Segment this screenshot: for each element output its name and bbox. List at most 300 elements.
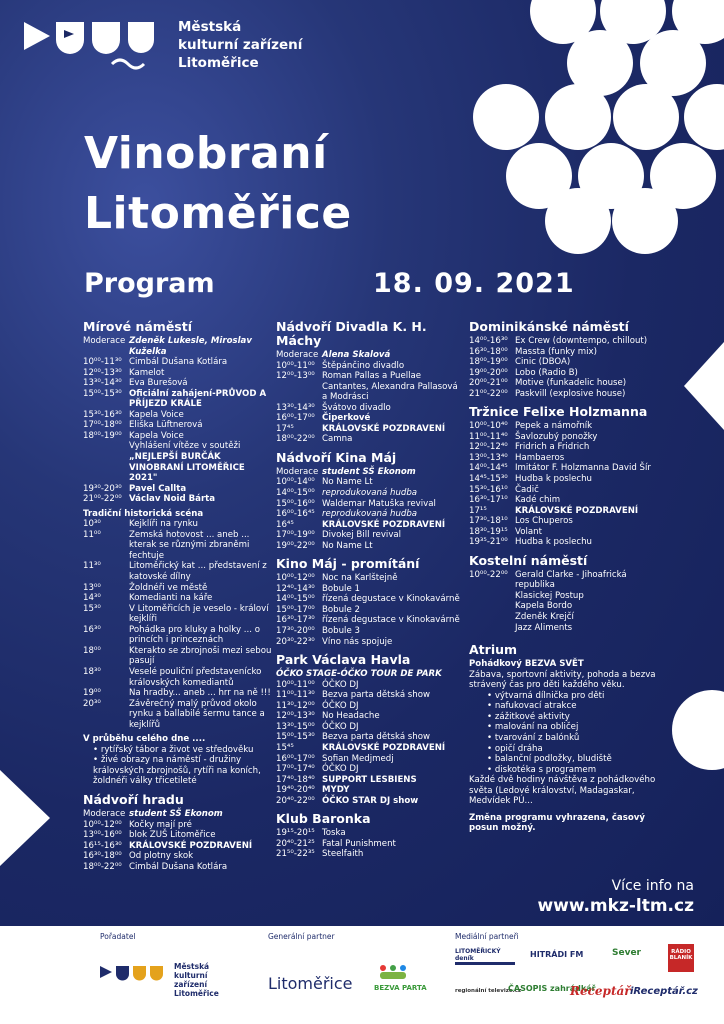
time-cell: 15⁰⁰-17⁰⁰ bbox=[276, 604, 315, 615]
act-cell: Zdeněk Krejčí bbox=[515, 612, 574, 623]
list-during-day bbox=[83, 745, 273, 787]
schedule-mirove bbox=[83, 336, 273, 505]
section-title-divadlo: Nádvoří Divadla K. H. Máchy bbox=[276, 319, 427, 348]
time-cell: 15³⁰ bbox=[83, 603, 101, 614]
time-cell: 14⁰⁰-16³⁰ bbox=[469, 336, 508, 346]
schedule-row bbox=[83, 484, 273, 495]
time-cell: 15⁰⁰-15³⁰ bbox=[276, 732, 315, 743]
sponsor-hitradio: HITRÁDI FM bbox=[530, 950, 584, 959]
schedule-row bbox=[276, 775, 460, 786]
sponsor-sever: Sever bbox=[612, 948, 641, 958]
schedule-row bbox=[276, 403, 460, 414]
schedule-havel bbox=[276, 680, 460, 807]
act-cell: Bobule 2 bbox=[322, 604, 360, 615]
act-cell: Závěrečný malý průvod okolo rynku a ballabilé šermu tance a kejklířů bbox=[129, 698, 265, 730]
schedule-row bbox=[276, 626, 460, 637]
time-cell: 20⁰⁰-21⁰⁰ bbox=[469, 378, 508, 389]
time-cell: 15⁰⁰-15³⁰ bbox=[83, 388, 122, 399]
grape-circle bbox=[613, 84, 679, 150]
schedule-row bbox=[469, 463, 665, 474]
schedule-row bbox=[83, 378, 273, 389]
schedule-row bbox=[276, 615, 460, 626]
act-cell: Veselé pouliční představenícko královských komediantů bbox=[129, 666, 262, 688]
list-item: • živé obrazy na náměstí - družiny královských zbrojnošů, rytíři na koních, žoldnéři války třicetileté bbox=[83, 755, 273, 787]
act-cell: KRÁLOVSKÉ POZDRAVENÍ bbox=[322, 742, 446, 753]
time-cell: 10⁰⁰-11⁰⁰ bbox=[276, 360, 315, 371]
time-cell: 13³⁰-15⁰⁰ bbox=[276, 721, 315, 732]
time-cell: 18⁰⁰-22⁰⁰ bbox=[276, 434, 315, 445]
act-cell: Cimbál Dušana Kotlára bbox=[129, 357, 228, 368]
label-media-partners: Mediální partneři bbox=[455, 932, 519, 941]
act-cell: student SŠ Ekonom bbox=[129, 808, 223, 819]
atrium-subtitle: Pohádkový BEZVA SVĚT bbox=[469, 659, 584, 670]
time-cell: 13⁰⁰ bbox=[83, 582, 101, 593]
time-cell: 11⁰⁰ bbox=[83, 529, 101, 540]
schedule-row bbox=[469, 336, 665, 347]
schedule-row bbox=[469, 612, 665, 623]
time-cell: 19¹⁵-20¹⁵ bbox=[276, 828, 315, 839]
list-item: • diskotéka s programem bbox=[469, 765, 665, 776]
act-cell: SUPPORT LESBIENS bbox=[322, 774, 417, 785]
time-cell: 17¹⁵ bbox=[469, 505, 487, 516]
time-cell: 19⁰⁰-20⁰⁰ bbox=[469, 367, 508, 378]
time-cell: 19⁰⁰ bbox=[83, 688, 101, 699]
schedule-row bbox=[276, 413, 460, 424]
time-cell: 16⁰⁰-16⁴⁵ bbox=[276, 509, 315, 520]
mkz-logo-small-icon bbox=[98, 962, 172, 990]
act-cell: Pepek a námořník bbox=[515, 421, 593, 432]
time-cell: 17³⁰-20⁰⁰ bbox=[276, 626, 315, 637]
act-cell: Kterakto se zbrojnoši mezi sebou pasují bbox=[129, 645, 272, 667]
time-cell: Moderace bbox=[276, 466, 319, 477]
time-cell: 20³⁰ bbox=[83, 698, 101, 709]
time-cell: 10⁰⁰-11⁰⁰ bbox=[276, 679, 315, 690]
time-cell: 16¹⁵-16³⁰ bbox=[83, 840, 122, 851]
act-cell: ÓČKO DJ bbox=[322, 721, 359, 732]
schedule-row bbox=[276, 584, 460, 595]
time-cell: 11⁰⁰-11⁴⁰ bbox=[469, 431, 508, 442]
event-date: 18. 09. 2021 bbox=[373, 268, 575, 299]
schedule-row bbox=[276, 477, 460, 488]
time-cell: 17⁴⁵ bbox=[276, 423, 294, 434]
sponsor-receptar: Receptář bbox=[570, 984, 631, 998]
program-heading: Program bbox=[84, 268, 215, 299]
decor-half-circle-right bbox=[672, 690, 724, 770]
org-line-2: kulturní zařízení bbox=[178, 37, 303, 53]
act-cell: Sofian Medjmedj bbox=[322, 753, 394, 764]
schedule-row bbox=[469, 421, 665, 432]
act-cell: Kapela Bordo bbox=[515, 601, 573, 612]
time-cell: 12⁴⁰-14³⁰ bbox=[276, 583, 315, 594]
act-cell: Kočky mají pré bbox=[129, 819, 192, 830]
time-cell: 14³⁰ bbox=[83, 593, 101, 604]
act-cell: Kadé chim bbox=[515, 495, 561, 506]
act-cell: ÓČKO DJ bbox=[322, 700, 359, 711]
schedule-row bbox=[469, 506, 665, 517]
schedule-row bbox=[83, 625, 273, 646]
act-cell: Divokej Bill revival bbox=[322, 530, 402, 541]
schedule-row bbox=[276, 424, 460, 435]
schedule-row bbox=[276, 488, 460, 499]
schedule-row bbox=[83, 452, 273, 484]
act-cell: „NEJLEPŠÍ BURČÁK VINOBRANÍ LITOMĚŘICE 2021" bbox=[129, 452, 245, 484]
schedule-row bbox=[276, 701, 460, 712]
grape-circle bbox=[473, 84, 539, 150]
time-cell: 16³⁰ bbox=[83, 624, 101, 635]
mkz-logo-icon bbox=[20, 14, 170, 76]
schedule-row bbox=[276, 839, 460, 850]
schedule-row bbox=[83, 820, 273, 831]
list-item: • malování na obličej bbox=[469, 722, 665, 733]
act-cell: KRÁLOVSKÉ POZDRAVENÍ bbox=[129, 840, 253, 851]
act-cell: KRÁLOVSKÉ POZDRAVENÍ bbox=[322, 423, 446, 434]
schedule-trznice bbox=[469, 421, 665, 548]
act-cell: Štěpánčino divadlo bbox=[322, 360, 405, 371]
schedule-row bbox=[469, 474, 665, 485]
section-title-during-day: V průběhu celého dne .... bbox=[83, 734, 206, 745]
act-cell: Oficiální zahájení-PRŮVOD A PŘÍJEZD KRÁLE bbox=[129, 388, 267, 410]
act-cell: Alena Skalová bbox=[322, 350, 391, 360]
time-cell: 13⁰⁰-13⁴⁰ bbox=[469, 452, 508, 463]
schedule-row bbox=[276, 573, 460, 584]
act-cell: No Headache bbox=[322, 711, 380, 722]
time-cell: Moderace bbox=[83, 336, 126, 346]
time-cell: 14⁰⁰-14⁴⁵ bbox=[469, 463, 508, 474]
time-cell: 12⁰⁰-13³⁰ bbox=[276, 711, 315, 722]
bezva-parta-icon bbox=[378, 964, 408, 980]
sponsors-bar bbox=[0, 926, 724, 1024]
atrium-intro: Zábava, sportovní aktivity, pohoda a bezva strávený čas pro děti každého věku. bbox=[469, 669, 656, 691]
column-2 bbox=[276, 320, 460, 860]
act-cell: řízená degustace v Kinokavárně bbox=[322, 594, 460, 605]
act-cell: Čiperkové bbox=[322, 413, 371, 424]
sponsor-zahradkar: ČASOPIS zahrádkář bbox=[508, 984, 596, 993]
section-title-kostelni: Kostelní náměstí bbox=[469, 552, 588, 568]
schedule-row bbox=[469, 378, 665, 389]
schedule-row bbox=[276, 828, 460, 839]
section-title-tradicni: Tradiční historická scéna bbox=[83, 508, 204, 519]
schedule-row bbox=[469, 623, 665, 634]
act-cell: Camna bbox=[322, 434, 353, 445]
schedule-divadlo bbox=[276, 350, 460, 445]
time-cell: 16⁰⁰-17⁰⁰ bbox=[276, 413, 315, 424]
website-link[interactable]: www.mkz-ltm.cz bbox=[537, 896, 694, 916]
time-cell: 21⁰⁰-22⁰⁰ bbox=[83, 494, 122, 505]
schedule-row bbox=[276, 499, 460, 510]
act-cell: Ex Crew (downtempo, chillout) bbox=[515, 336, 648, 346]
schedule-row bbox=[469, 453, 665, 464]
section-title-dominikanske: Dominikánské náměstí bbox=[469, 319, 629, 334]
schedule-row bbox=[83, 699, 273, 731]
time-cell: 10⁰⁰-12⁰⁰ bbox=[83, 819, 122, 830]
time-cell: 13⁰⁰-16⁰⁰ bbox=[83, 830, 122, 841]
time-cell: 17⁰⁰-18⁰⁰ bbox=[83, 420, 122, 431]
act-cell: Od plotny skok bbox=[129, 851, 194, 862]
time-cell: 19³⁵-21⁰⁰ bbox=[469, 537, 508, 548]
act-cell: Víno nás spojuje bbox=[322, 636, 393, 647]
time-cell: 15³⁰-16¹⁰ bbox=[469, 484, 508, 495]
schedule-row bbox=[469, 442, 665, 453]
time-cell bbox=[469, 601, 515, 612]
schedule-row bbox=[276, 754, 460, 765]
act-cell: Bezva parta dětská show bbox=[322, 732, 431, 743]
schedule-row bbox=[83, 841, 273, 852]
act-cell: Čadič bbox=[515, 484, 539, 495]
act-cell: Šavlozubý ponožky bbox=[515, 431, 598, 442]
act-cell: Litoměřický kat ... představení z katovské dílny bbox=[129, 561, 267, 583]
schedule-row bbox=[83, 862, 273, 873]
page-title bbox=[84, 124, 352, 244]
schedule-row bbox=[83, 431, 273, 442]
act-cell: Žoldnéři ve městě bbox=[129, 582, 208, 593]
schedule-hrad bbox=[83, 809, 273, 872]
time-cell: 12⁰⁰-12⁴⁰ bbox=[469, 442, 508, 453]
act-cell: Zemská hotovost ... aneb ... kterak se různými zbraněmi fechtuje bbox=[129, 529, 250, 561]
act-cell: Hudba k poslechu bbox=[515, 537, 593, 548]
list-item: • zážitkové aktivity bbox=[469, 712, 665, 723]
act-cell: Václav Noid Bárta bbox=[129, 494, 216, 505]
schedule-row bbox=[276, 605, 460, 616]
time-cell: 10⁰⁰-10⁴⁰ bbox=[469, 421, 508, 432]
schedule-row bbox=[276, 371, 460, 403]
schedule-row bbox=[83, 420, 273, 431]
grape-circle bbox=[612, 188, 678, 254]
schedule-row bbox=[276, 732, 460, 743]
schedule-promitani bbox=[276, 573, 460, 647]
schedule-row bbox=[83, 593, 273, 604]
schedule-row bbox=[83, 389, 273, 410]
time-cell: 10⁰⁰-22⁰⁰ bbox=[469, 569, 508, 580]
section-title-atrium: Atrium bbox=[469, 642, 518, 658]
act-cell: No Name Lt bbox=[322, 540, 373, 551]
time-cell: 17⁰⁰-19⁰⁰ bbox=[276, 530, 315, 541]
time-cell: 16³⁰-18⁰⁰ bbox=[83, 851, 122, 862]
sponsor-denik: LITOMĚŘICKÝ deník bbox=[455, 948, 515, 965]
schedule-kostelni bbox=[469, 570, 665, 633]
org-line-1: Městská bbox=[178, 19, 242, 35]
act-cell: MYDY bbox=[322, 785, 350, 796]
time-cell: 12⁰⁰-13⁰⁰ bbox=[276, 371, 315, 382]
schedule-row bbox=[83, 561, 273, 582]
act-cell: Motive (funkadelic house) bbox=[515, 378, 627, 389]
schedule-row bbox=[83, 809, 273, 820]
schedule-row bbox=[276, 849, 460, 860]
act-cell: reprodukovaná hudba bbox=[322, 509, 418, 520]
time-cell: 18⁰⁰-19⁰⁰ bbox=[83, 430, 122, 441]
time-cell: 16³⁰-17¹⁰ bbox=[469, 495, 508, 506]
schedule-row bbox=[469, 601, 665, 612]
schedule-row bbox=[276, 722, 460, 733]
list-item: • tvarování z balónků bbox=[469, 733, 665, 744]
schedule-row bbox=[276, 467, 460, 478]
time-cell bbox=[469, 623, 515, 634]
time-cell: 21⁵⁰-22³⁵ bbox=[276, 849, 315, 860]
schedule-row bbox=[83, 530, 273, 562]
schedule-row bbox=[469, 527, 665, 538]
schedule-row bbox=[469, 357, 665, 368]
time-cell: 13³⁰-14³⁰ bbox=[276, 402, 315, 413]
label-organizer: Pořadatel bbox=[100, 932, 136, 941]
schedule-row bbox=[83, 604, 273, 625]
time-cell: 10³⁰ bbox=[83, 519, 101, 530]
act-cell: Gerald Clarke - Jihoafrická republika bbox=[515, 569, 627, 591]
schedule-row bbox=[276, 785, 460, 796]
schedule-row bbox=[276, 361, 460, 372]
time-cell: 18⁰⁰ bbox=[83, 645, 101, 656]
time-cell: 10⁰⁰-11³⁰ bbox=[83, 357, 122, 368]
time-cell: 20⁴⁰-21²⁵ bbox=[276, 838, 315, 849]
schedule-row bbox=[469, 485, 665, 496]
act-cell: Eva Burešová bbox=[129, 378, 188, 389]
schedule-row bbox=[276, 350, 460, 361]
havel-subtitle: ÓČKO STAGE-ÓČKO TOUR DE PARK bbox=[276, 669, 442, 680]
time-cell bbox=[83, 441, 129, 452]
act-cell: Zdeněk Lukesle, Miroslav Kuželka bbox=[129, 336, 252, 357]
title-line-2: Litoměřice bbox=[84, 188, 352, 239]
label-main-partner: Generální partner bbox=[268, 932, 335, 941]
act-cell: Pavel Callta bbox=[129, 483, 187, 494]
act-cell: řízená degustace v Kinokavárně bbox=[322, 615, 460, 626]
time-cell: 14⁰⁰-15⁰⁰ bbox=[276, 488, 315, 499]
time-cell: 11³⁰ bbox=[83, 561, 101, 572]
schedule-row bbox=[469, 591, 665, 602]
time-cell: 15⁰⁰-16⁰⁰ bbox=[276, 498, 315, 509]
schedule-row bbox=[83, 519, 273, 530]
org-line-3: Litoměřice bbox=[178, 55, 259, 71]
schedule-row bbox=[276, 509, 460, 520]
act-cell: Fatal Punishment bbox=[322, 838, 396, 849]
act-cell: Bezva parta dětská show bbox=[322, 690, 431, 701]
schedule-row bbox=[276, 594, 460, 605]
time-cell: Moderace bbox=[83, 808, 126, 819]
schedule-row bbox=[469, 570, 665, 591]
schedule-tradicni bbox=[83, 519, 273, 730]
schedule-row bbox=[276, 520, 460, 531]
time-cell: 15³⁰-16³⁰ bbox=[83, 409, 122, 420]
grape-circle bbox=[684, 84, 724, 150]
section-title-kino: Nádvoří Kina Máj bbox=[276, 449, 397, 465]
list-item: • nafukovací atrakce bbox=[469, 701, 665, 712]
column-3 bbox=[469, 320, 665, 834]
list-item: • balanční podložky, bludiště bbox=[469, 754, 665, 765]
time-cell: 17⁴⁰-18⁴⁰ bbox=[276, 774, 315, 785]
schedule-row bbox=[83, 441, 273, 452]
section-title-hrad: Nádvoří hradu bbox=[83, 791, 184, 807]
time-cell bbox=[469, 591, 515, 602]
schedule-row bbox=[469, 537, 665, 548]
sponsor-regionalni: regionální televize.cz bbox=[455, 988, 522, 994]
sponsor-blanik: RÁDIO BLANÍK bbox=[668, 944, 694, 972]
time-cell: 18⁰⁰-22⁰⁰ bbox=[83, 861, 122, 872]
schedule-row bbox=[83, 830, 273, 841]
time-cell bbox=[83, 452, 129, 484]
time-cell: 17³⁰-18¹⁰ bbox=[469, 516, 508, 527]
act-cell: ÓČKO DJ bbox=[322, 679, 359, 690]
decor-wedge-left bbox=[0, 770, 50, 866]
time-cell: 10⁰⁰-14⁰⁰ bbox=[276, 477, 315, 488]
atrium-outro: Každé dvě hodiny návštěva z pohádkového světa (Ledové království, Madagaskar, Medvídek PÚ... bbox=[469, 775, 656, 807]
list-atrium bbox=[469, 691, 665, 775]
schedule-row bbox=[83, 410, 273, 421]
decor-wedge-right bbox=[684, 342, 724, 430]
time-cell: 19⁴⁰-20⁴⁰ bbox=[276, 785, 315, 796]
schedule-row bbox=[83, 646, 273, 667]
section-title-trznice: Tržnice Felixe Holzmanna bbox=[469, 404, 648, 420]
title-line-1: Vinobraní bbox=[84, 128, 328, 179]
schedule-row bbox=[83, 494, 273, 505]
act-cell: Cimbál Dušana Kotlára bbox=[129, 861, 228, 872]
act-cell: Jazz Aliments bbox=[515, 622, 573, 633]
time-cell: Moderace bbox=[276, 350, 319, 360]
act-cell: Klasickej Postup bbox=[515, 590, 584, 601]
schedule-row bbox=[469, 432, 665, 443]
schedule-row bbox=[276, 541, 460, 552]
time-cell: 18³⁰ bbox=[83, 666, 101, 677]
time-cell: 21⁰⁰-22⁰⁰ bbox=[469, 388, 508, 399]
act-cell: Volant bbox=[515, 526, 542, 537]
act-cell: Massta (funky mix) bbox=[515, 346, 597, 357]
schedule-row bbox=[276, 637, 460, 648]
act-cell: student SŠ Ekonom bbox=[322, 466, 416, 477]
time-cell: 11⁰⁰-11³⁰ bbox=[276, 690, 315, 701]
time-cell: 18⁰⁰-19⁰⁰ bbox=[469, 357, 508, 368]
time-cell bbox=[469, 612, 515, 623]
time-cell: 15⁴⁵ bbox=[276, 742, 294, 753]
time-cell: 20³⁰-22³⁰ bbox=[276, 636, 315, 647]
schedule-kino bbox=[276, 467, 460, 551]
time-cell: 18³⁰-19¹⁵ bbox=[469, 526, 508, 537]
act-cell: Fridrich a Fridrich bbox=[515, 442, 590, 453]
act-cell: Cinic (DBOA) bbox=[515, 357, 571, 368]
schedule-row bbox=[276, 796, 460, 807]
act-cell: Švátovo divadlo bbox=[322, 402, 391, 413]
schedule-row bbox=[276, 680, 460, 691]
time-cell: 16⁰⁰-17⁰⁰ bbox=[276, 753, 315, 764]
schedule-row bbox=[276, 743, 460, 754]
more-info-label: Více info na bbox=[611, 878, 694, 894]
list-item: • opičí dráha bbox=[469, 744, 665, 755]
schedule-row bbox=[83, 336, 273, 357]
time-cell: 16⁴⁵ bbox=[276, 519, 294, 530]
act-cell: Na hradby... aneb ... hrr na ně !!! bbox=[129, 688, 271, 699]
schedule-row bbox=[83, 667, 273, 688]
schedule-dominikanske bbox=[469, 336, 665, 399]
grape-circle bbox=[545, 84, 611, 150]
act-cell: Imitátor F. Holzmanna David Šír bbox=[515, 463, 651, 474]
act-cell: Toska bbox=[322, 828, 346, 839]
act-cell: Paskvill (explosive house) bbox=[515, 388, 626, 399]
act-cell: Kapela Voice bbox=[129, 409, 184, 420]
column-1 bbox=[83, 320, 273, 872]
time-cell: 20⁴⁰-22⁰⁰ bbox=[276, 795, 315, 806]
grape-circle bbox=[545, 188, 611, 254]
schedule-row bbox=[276, 434, 460, 445]
act-cell: Lobo (Radio B) bbox=[515, 367, 578, 378]
time-cell: 14⁴⁵-15³⁰ bbox=[469, 474, 508, 485]
section-title-mirove: Mírové náměstí bbox=[83, 319, 192, 334]
change-note: Změna programu vyhrazena, časový posun možný. bbox=[469, 812, 645, 834]
act-cell: KRÁLOVSKÉ POZDRAVENÍ bbox=[322, 519, 446, 530]
schedule-row bbox=[276, 690, 460, 701]
section-title-baronka: Klub Baronka bbox=[276, 811, 371, 827]
time-cell: 13³⁰-14³⁰ bbox=[83, 378, 122, 389]
time-cell: 19⁰⁰-22⁰⁰ bbox=[276, 540, 315, 551]
sponsor-litomerice: Litoměřice bbox=[268, 974, 353, 993]
schedule-row bbox=[83, 688, 273, 699]
schedule-row bbox=[83, 368, 273, 379]
schedule-row bbox=[83, 357, 273, 368]
schedule-row bbox=[469, 368, 665, 379]
